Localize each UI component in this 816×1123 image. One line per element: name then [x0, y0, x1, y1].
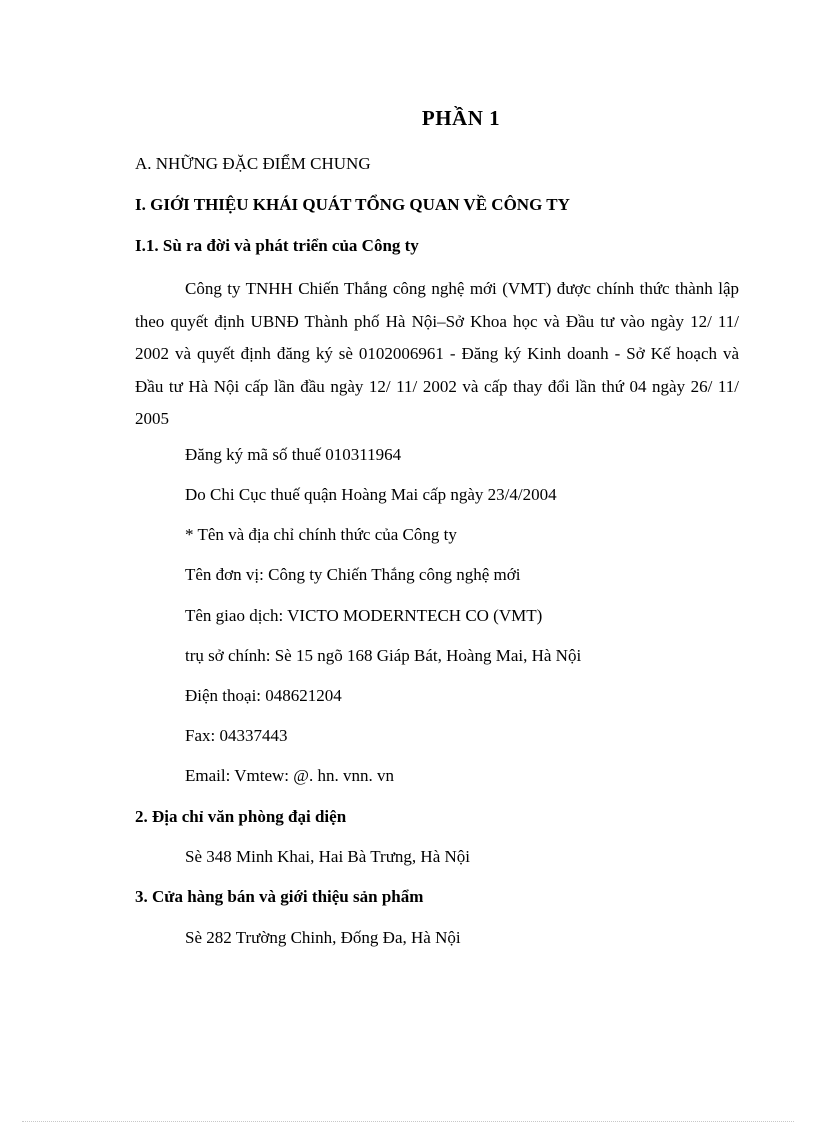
fax-line: Fax: 04337443 — [185, 726, 288, 745]
phone-line: Điện thoại: 048621204 — [185, 686, 342, 705]
office-address-line: Sè 348 Minh Khai, Hai Bà Trưng, Hà Nội — [185, 847, 470, 866]
unit-name-line: Tên đơn vị: Công ty Chiến Thắng công nghệ mới — [185, 565, 521, 584]
page-title: PHẦN 1 — [421, 106, 501, 130]
store-address-line: Sè 282 Trường Chinh, Đống Đa, Hà Nội — [185, 928, 461, 947]
trade-name-line: Tên giao dịch: VICTO MODERNTECH CO (VMT) — [185, 606, 543, 625]
section-a-heading: A. NHỮNG ĐẶC ĐIỂM CHUNG — [135, 154, 371, 173]
section-i1-heading: I.1. Sù ra đời và phát triển của Công ty — [135, 236, 419, 255]
tax-issuer-line: Do Chi Cục thuế quận Hoàng Mai cấp ngày 23/4/2004 — [185, 485, 557, 504]
footer-divider — [22, 1121, 794, 1122]
section-3-heading: 3. Cửa hàng bán và giới thiệu sản phẩm — [135, 887, 424, 906]
section-2-heading: 2. Địa chỉ văn phòng đại diện — [135, 807, 347, 826]
tax-code-line: Đăng ký mã số thuế 010311964 — [185, 445, 402, 464]
intro-paragraph: Công ty TNHH Chiến Thắng công nghệ mới (VMT) được chính thức thành lập theo quyết định UBNĐ Thành phố Hà Nội–Sở Khoa học và Đầu tư vào ngày 12/ 11/ 2002 và quyết định đăng ký sè 0102006961 - Đăng ký Kinh doanh - Sở Kế hoạch và Đầu tư Hà Nội cấp lần đầu ngày 12/ 11/ 2002 và cấp thay đổi lần thứ 04 ngày 26/ 11/ 2005 — [135, 279, 739, 428]
section-i-heading: I. GIỚI THIỆU KHÁI QUÁT TỔNG QUAN VỀ CÔNG TY — [135, 195, 570, 214]
head-office-line: trụ sở chính: Sè 15 ngõ 168 Giáp Bát, Hoàng Mai, Hà Nội — [185, 646, 582, 665]
official-name-heading: * Tên và địa chỉ chính thức của Công ty — [185, 525, 457, 544]
email-line: Email: Vmtew: @. hn. vnn. vn — [185, 766, 394, 785]
